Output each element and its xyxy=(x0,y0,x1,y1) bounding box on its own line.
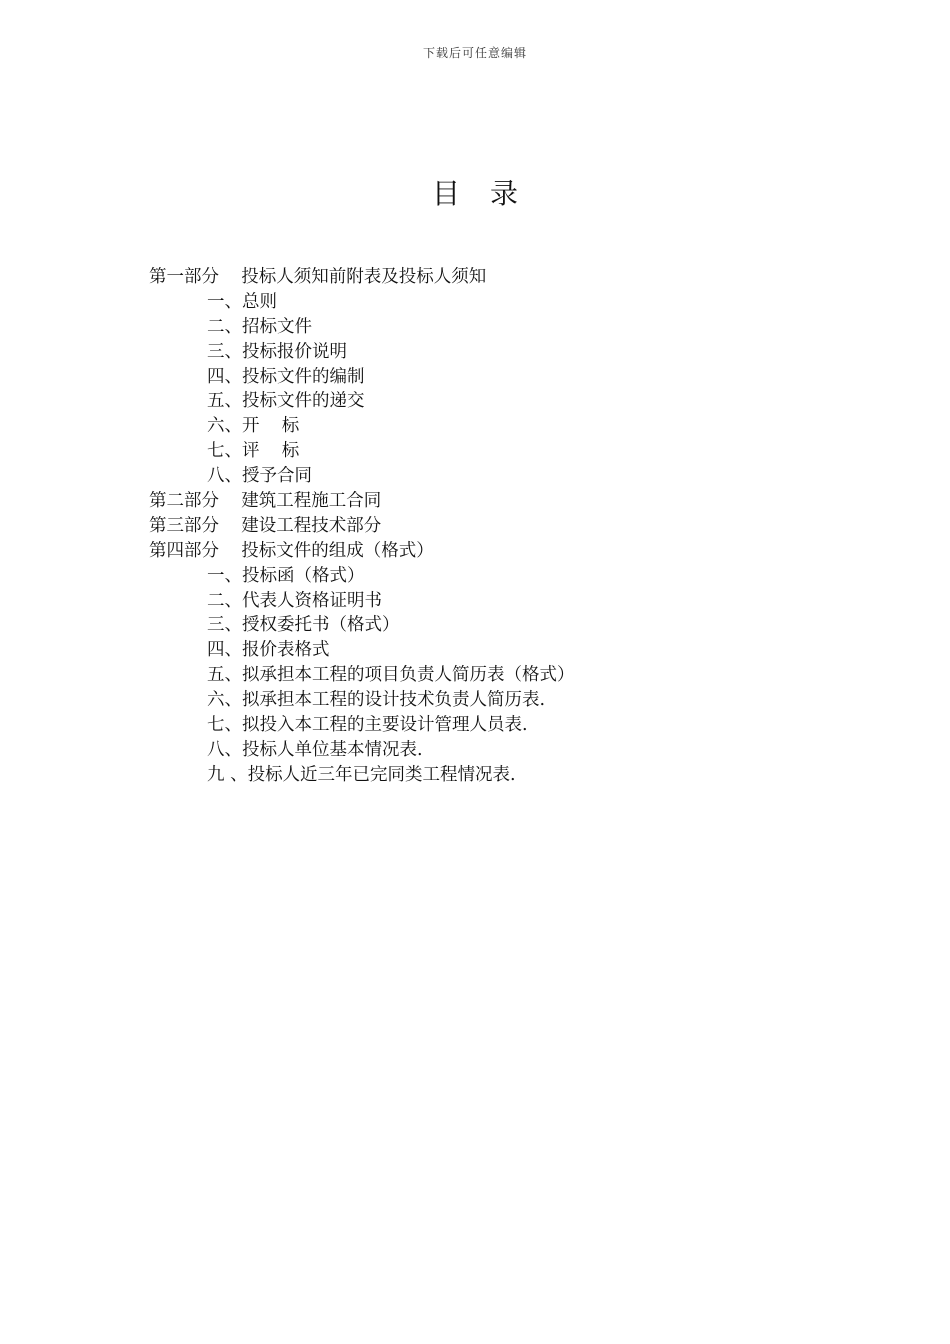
toc-item: 五、投标文件的递交 xyxy=(207,391,365,412)
toc-item: 三、授权委托书（格式） xyxy=(207,615,400,636)
toc-item: 六、拟承担本工程的设计技术负责人简历表. xyxy=(207,690,546,711)
toc-part: 第二部分 建筑工程施工合同 xyxy=(149,491,382,512)
page-title xyxy=(0,172,950,212)
toc-item: 八、投标人单位基本情况表. xyxy=(207,739,423,760)
page-title-left: 目 xyxy=(431,177,460,210)
toc-item: 五、拟承担本工程的项目负责人简历表（格式） xyxy=(207,665,575,686)
header-note: 下载后可任意编辑 xyxy=(422,46,527,60)
toc-item: 九 、投标人近三年已完同类工程情况表. xyxy=(207,764,516,785)
toc-part: 第四部分 投标文件的组成（格式） xyxy=(149,540,434,561)
toc-item: 七、拟投入本工程的主要设计管理人员表. xyxy=(207,715,528,736)
toc-item: 四、报价表格式 xyxy=(207,640,330,661)
toc-item: 八、授予合同 xyxy=(207,466,312,487)
toc-item: 一、投标函（格式） xyxy=(207,565,365,586)
toc-item: 二、招标文件 xyxy=(207,316,312,337)
page-title-right: 录 xyxy=(490,177,519,210)
toc-item: 六、开 标 xyxy=(207,416,300,437)
toc-item: 七、评 标 xyxy=(207,441,300,462)
toc-item: 四、投标文件的编制 xyxy=(207,366,365,387)
table-of-contents xyxy=(149,265,849,788)
toc-item: 一、总则 xyxy=(207,291,277,312)
toc-item: 三、投标报价说明 xyxy=(207,341,347,362)
toc-part: 第三部分 建设工程技术部分 xyxy=(149,515,382,536)
toc-part: 第一部分 投标人须知前附表及投标人须知 xyxy=(149,267,487,287)
toc-item: 二、代表人资格证明书 xyxy=(207,590,382,611)
